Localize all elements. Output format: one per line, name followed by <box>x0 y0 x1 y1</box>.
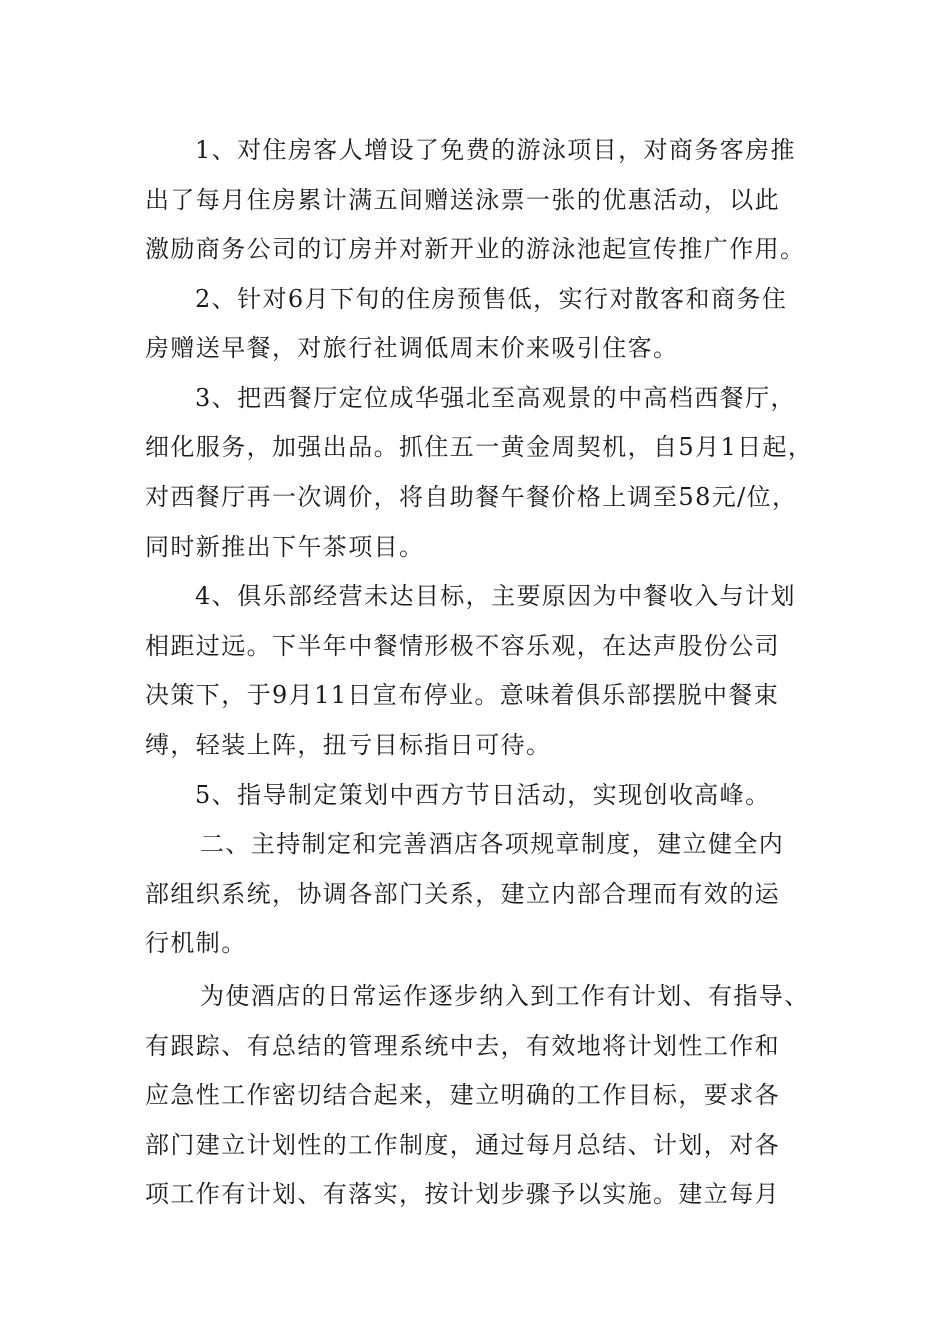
text-line: 房赠送早餐，对旅行社调低周末价来吸引住客。 <box>145 334 679 362</box>
text-line: 项工作有计划、有落实，按计划步骤予以实施。建立每月 <box>145 1180 780 1208</box>
text-line: 为使酒店的日常运作逐步纳入到工作有计划、有指导、 <box>200 982 810 1010</box>
text-line: 应急性工作密切结合起来，建立明确的工作目标，要求各 <box>145 1081 780 1109</box>
text-line: 3、把西餐厅定位成华强北至高观景的中高档西餐厅， <box>195 384 796 412</box>
text-line: 4、俱乐部经营未达目标，主要原因为中餐收入与计划 <box>195 582 796 610</box>
section-heading-line: 部组织系统，协调各部门关系，建立内部合理而有效的运 <box>145 880 780 908</box>
text-line: 缚，轻装上阵，扭亏目标指日可待。 <box>145 731 552 759</box>
text-line: 2、针对6月下旬的住房预售低，实行对散客和商务住 <box>195 285 788 313</box>
text-line: 细化服务，加强出品。抓住五一黄金周契机，自5月1日起， <box>145 433 814 461</box>
text-line: 出了每月住房累计满五间赠送泳票一张的优惠活动，以此 <box>145 186 780 214</box>
text-line: 激励商务公司的订房并对新开业的游泳池起宣传推广作用。 <box>145 235 806 263</box>
text-line: 1、对住房客人增设了免费的游泳项目，对商务客房推 <box>195 136 796 164</box>
text-line: 5、指导制定策划中西方节日活动，实现创收高峰。 <box>195 781 771 809</box>
text-line: 同时新推出下午茶项目。 <box>145 533 425 561</box>
text-line: 有跟踪、有总结的管理系统中去，有效地将计划性工作和 <box>145 1032 780 1060</box>
text-line: 部门建立计划性的工作制度，通过每月总结、计划，对各 <box>145 1131 780 1159</box>
section-heading-line: 二、主持制定和完善酒店各项规章制度，建立健全内 <box>200 830 785 858</box>
text-line: 对西餐厅再一次调价，将自助餐午餐价格上调至58元/位， <box>145 483 798 511</box>
section-heading-line: 行机制。 <box>145 929 247 957</box>
text-line: 相距过远。下半年中餐情形极不容乐观，在达声股份公司 <box>145 632 780 660</box>
text-line: 决策下，于9月11日宣布停业。意味着俱乐部摆脱中餐束 <box>145 681 780 709</box>
